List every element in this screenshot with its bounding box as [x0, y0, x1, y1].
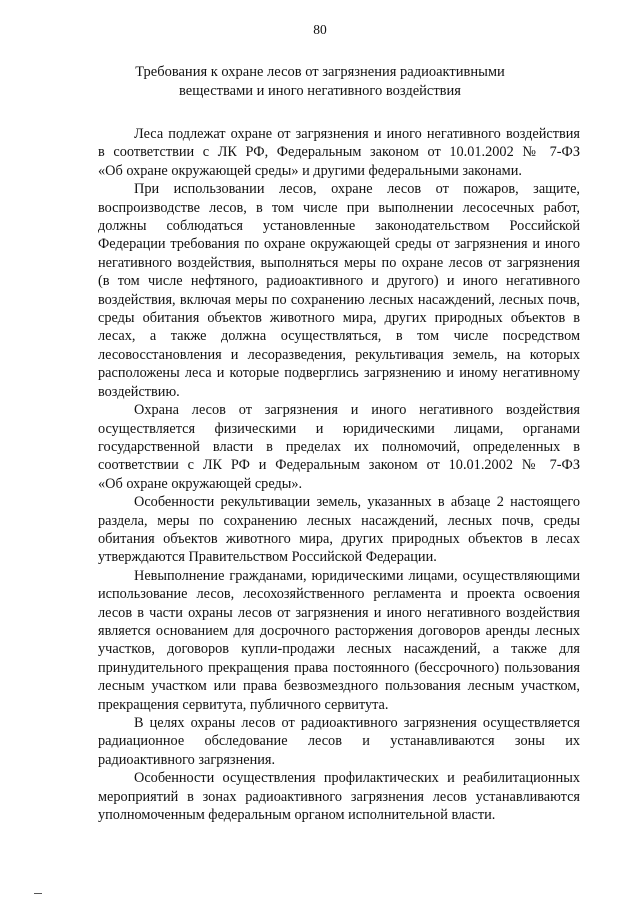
section-heading [0, 63, 640, 101]
paragraph-line: радиационное обследование лесов и устанавливаются зоны их [98, 733, 580, 750]
paragraph-line: негативного воздействия, выполняться меры по охране лесов от загрязнения [98, 254, 580, 271]
paragraph-line: среды обитания объектов животного мира, других природных объектов в [98, 310, 580, 327]
paragraph-line: радиоактивного загрязнения. [98, 751, 276, 768]
paragraph-line: осуществляется физическими и юридическими лицами, органами [98, 420, 580, 437]
paragraph-line: лесов в части охраны лесов от загрязнения и иного негативного воздействия [98, 604, 580, 621]
paragraph-line: лесным участком или права безвозмездного пользования лесным участком, [98, 678, 580, 695]
page-number: 80 [313, 22, 327, 37]
paragraph [98, 714, 580, 769]
paragraph-line: в соответствии с ЛК РФ, Федеральным законом от 10.01.2002 № 7-ФЗ [98, 144, 580, 161]
paragraph [98, 769, 580, 824]
paragraph-line: Охрана лесов от загрязнения и иного негативного воздействия [134, 402, 580, 419]
paragraph-line: обитания объектов животного мира, других природных объектов в лесах [98, 530, 580, 547]
paragraph-line: лесовосстановления и лесоразведения, рекультивация земель, на которых [98, 346, 580, 363]
paragraph [98, 567, 580, 714]
paragraph-line: воздействия, включая меры по сохранению лесных насаждений, лесных почв, [98, 291, 580, 308]
paragraph-line: принудительного прекращения права постоянного (бессрочного) пользования [98, 659, 580, 676]
paragraph-line: Особенности рекультивации земель, указанных в абзаце 2 настоящего [134, 494, 580, 511]
paragraph-line: (в том числе нефтяного, радиоактивного и другого) и иного негативного [98, 273, 580, 290]
paragraph-line: Леса подлежат охране от загрязнения и иного негативного воздействия [134, 126, 580, 142]
paragraph [98, 180, 580, 401]
paragraph-line: является основанием для досрочного расторжения договоров аренды лесных [98, 622, 580, 639]
paragraph-line: раздела, меры по сохранению лесных насаждений, лесных почв, среды [98, 512, 580, 529]
paragraph [98, 125, 580, 180]
heading-line: веществами и иного негативного воздействия [179, 83, 461, 99]
paragraph-line: расположены леса и которые подверглись загрязнению и иному негативному [98, 365, 580, 382]
paragraph-line: При использовании лесов, охране лесов от пожаров, защите, [134, 181, 580, 198]
document-body [98, 125, 580, 824]
scan-mark [34, 893, 42, 894]
paragraph-line: Невыполнение гражданами, юридическими лицами, осуществляющими [134, 567, 580, 584]
paragraph-line: воздействию. [98, 383, 180, 400]
paragraph-line: «Об охране окружающей среды» и другими федеральными законами. [98, 162, 522, 179]
paragraph-line: Федерации требования по охране окружающей среды от загрязнения и иного [98, 236, 580, 253]
paragraph [98, 401, 580, 493]
paragraph-line: мероприятий в зонах радиоактивного загрязнения лесов устанавливаются [98, 788, 580, 805]
paragraph-line: утверждаются Правительством Российской Федерации. [98, 549, 437, 566]
paragraph-line: Особенности осуществления профилактических и реабилитационных [134, 770, 580, 787]
paragraph-line: должны соблюдаться установленные законодательством Российской [98, 218, 580, 235]
paragraph-line: В целях охраны лесов от радиоактивного загрязнения осуществляется [134, 715, 580, 731]
heading-line: Требования к охране лесов от загрязнения радиоактивными [135, 64, 505, 80]
paragraph-line: использование лесов, лесохозяйственного регламента и проекта освоения [98, 586, 580, 603]
paragraph-line: воспроизводстве лесов, в том числе при выполнении лесосечных работ, [98, 199, 580, 216]
paragraph-line: участков, договоров купли-продажи лесных насаждений, а также для [98, 641, 580, 658]
paragraph-line: «Об охране окружающей среды». [98, 475, 303, 492]
paragraph [98, 493, 580, 567]
paragraph-line: прекращения сервитута, публичного сервитута. [98, 696, 389, 713]
paragraph-line: государственной власти в пределах их полномочий, определенных в [98, 438, 580, 455]
paragraph-line: лесах, а также должна осуществляться, в том числе посредством [98, 328, 580, 345]
paragraph-line: уполномоченным федеральным органом исполнительной власти. [98, 807, 496, 824]
paragraph-line: соответствии с ЛК РФ и Федеральным законом от 10.01.2002 № 7-ФЗ [98, 457, 580, 474]
